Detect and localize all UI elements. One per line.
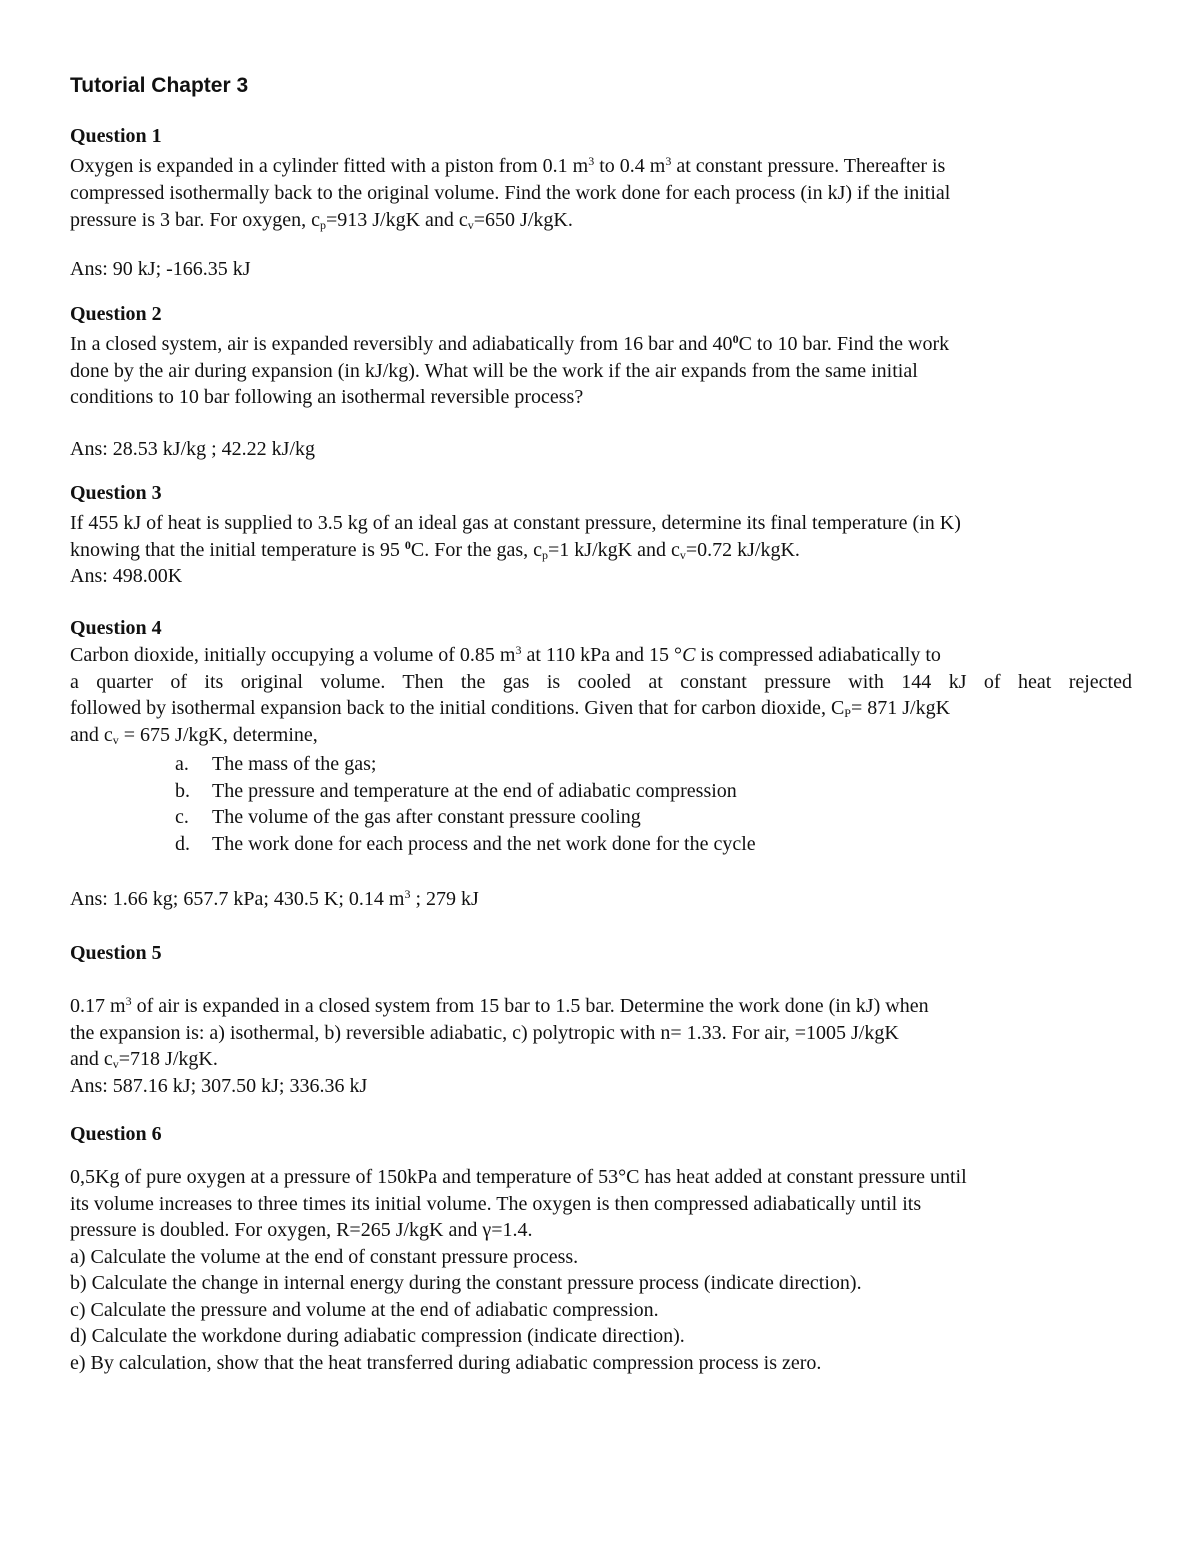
question-2-body: In a closed system, air is expanded reversibly and adiabatically from 16 bar and $40^0C$ to 10 bar. Find the work done by the air during expansion (in kJ/kg). What will be the work if the air expands from the same initial conditions to 10 bar following an isothermal reversible process? — [70, 332, 950, 408]
question-4-heading: Question 4 — [70, 617, 162, 639]
question-1-body: Oxygen is expanded in a cylinder fitted with a piston from 0.1 $m^3$ to 0.4 $m^3$ at constant pressure. Thereafter is compressed isothermally back to the original volume. Find the work done for each process (in kJ) if the initial pressure is 3 bar. For oxygen, $c_p=913$ J/kgK and $c_v=650$ J/kgK. — [70, 154, 951, 232]
question-4-subitems — [175, 751, 756, 858]
question-6-part-a: a) Calculate the volume at the end of constant pressure process. — [70, 1245, 579, 1268]
question-2-heading: Question 2 — [70, 303, 162, 325]
list-item: a. The mass of the gas; — [175, 753, 377, 775]
question-6-part-d: d) Calculate the workdone during adiabatic compression (indicate direction). — [70, 1325, 685, 1347]
list-item: b. The pressure and temperature at the end of adiabatic compression — [175, 779, 737, 802]
question-5-heading: Question 5 — [70, 942, 162, 964]
question-6-part-c: c) Calculate the pressure and volume at the end of adiabatic compression. — [70, 1298, 659, 1321]
question-3-body: If 455 kJ of heat is supplied to 3.5 kg of an ideal gas at constant pressure, determine its final temperature (in K) knowing that the initial temperature is 95 $^0$C. For the gas, $c_p=1$ kJ/kgK and $c_v=0.72$ kJ/kgK. Ans: 498.00K — [70, 510, 1132, 590]
question-2-answer: Ans: 28.53 kJ/kg ; 42.22 kJ/kg — [70, 438, 316, 460]
question-1-answer: Ans: 90 kJ; -166.35 kJ — [70, 258, 251, 280]
question-6-heading: Question 6 — [70, 1123, 162, 1145]
question-6-part-b: b) Calculate the change in internal energy during the constant pressure process (indicate direction). — [70, 1272, 862, 1294]
question-4-body: Carbon dioxide, initially occupying a volume of 0.85 $m^3$ at 110 kPa and 15 °C is compressed adiabatically to a quarter of its original volume. Then the gas is cooled at constant pressure with 144 kJ of heat rejected followed by isothermal expansion back to the initial conditions. Given that for carbon dioxide, $C_P= 871$ J/kgK and $c_v = 675$ J/kgK, determine, — [70, 643, 1132, 747]
list-item: c. The volume of the gas after constant pressure cooling — [175, 806, 641, 829]
question-1-heading: Question 1 — [70, 125, 162, 147]
question-4-answer: Ans: 1.66 kg; 657.7 kPa; 430.5 K; 0.14 $m^3$ ; 279 kJ — [70, 887, 479, 910]
question-3-heading: Question 3 — [70, 482, 162, 504]
list-item: d. The work done for each process and the net work done for the cycle — [175, 833, 756, 856]
question-3-answer: Ans: 498.00K — [70, 565, 183, 587]
question-6-body: 0,5Kg of pure oxygen at a pressure of 150kPa and temperature of 53°C has heat added at constant pressure until its volume increases to three times its initial volume. The oxygen is then compressed adiabatically until its pressure is doubled. For oxygen, R=265 J/kgK and γ=1.4. a) Calculate the volume at the end of constant pressure process. b) Calculate the change in internal energy during the constant pressure process (indicate direction). c) Calculate the pressure and volume at the end of adiabatic compression. d) Calculate the workdone during adiabatic compression (indicate direction). e) By calculation, show that the heat transferred during adiabatic compression process is zero. — [70, 1164, 1132, 1376]
page-title: Tutorial Chapter 3 — [70, 74, 249, 97]
question-5-answer: Ans: 587.16 kJ; 307.50 kJ; 336.36 kJ — [70, 1074, 368, 1097]
question-5-body: 0.17 $m^3$ of air is expanded in a closed system from 15 bar to 1.5 bar. Determine the work done (in kJ) when the expansion is: a) isothermal, b) reversible adiabatic, c) polytropic with n= 1.33. For air, =1005 J/kgK and $c_v=718$ J/kgK. Ans: 587.16 kJ; 307.50 kJ; 336.36 kJ — [70, 993, 1132, 1099]
question-6-part-e: e) By calculation, show that the heat transferred during adiabatic compression process is zero. — [70, 1351, 822, 1374]
